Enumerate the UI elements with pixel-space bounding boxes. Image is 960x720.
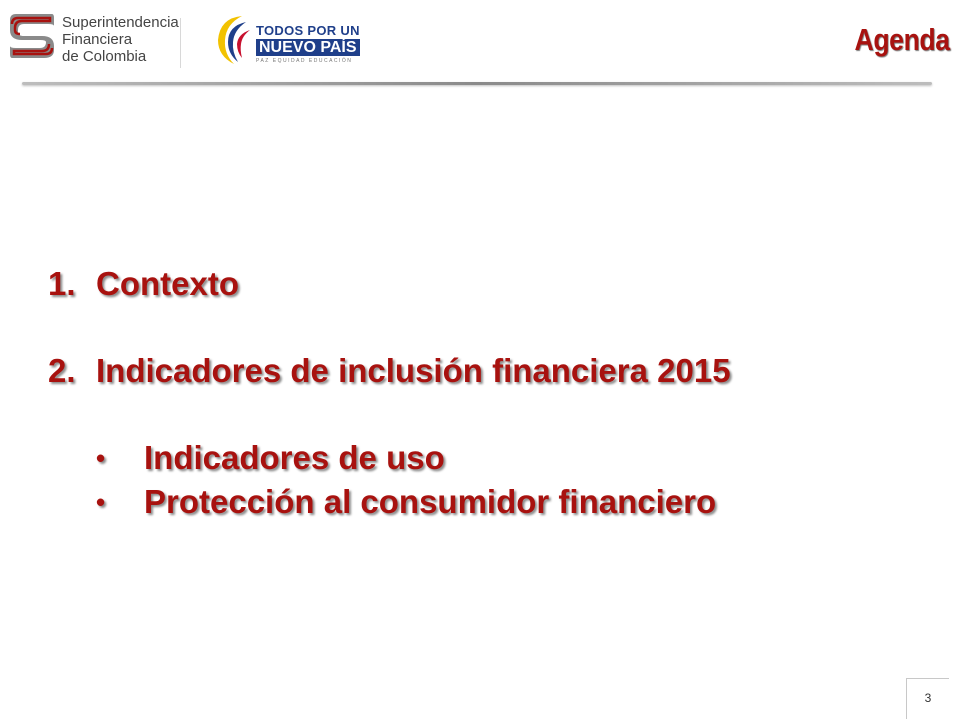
- header-divider: [22, 82, 932, 85]
- agenda-item: [48, 262, 928, 306]
- agenda-sub-list: [48, 436, 928, 524]
- logo-divider: [180, 18, 181, 68]
- nuevo-pais-logo-text: [256, 24, 360, 65]
- logo-line: de Colombia: [62, 48, 147, 65]
- agenda-sub-item: [48, 480, 928, 524]
- agenda-item-label: Indicadores de inclusión financiera 2015: [96, 352, 731, 389]
- agenda-sub-item-label: Protección al consumidor financiero: [144, 483, 717, 520]
- agenda-item-number: 2.: [48, 352, 76, 389]
- page-number-box: [906, 678, 949, 719]
- logo-line: NUEVO PAÍS: [256, 39, 360, 56]
- superintendencia-logo-text: [62, 14, 179, 65]
- agenda-sub-item: [48, 436, 928, 480]
- logo-line: TODOS POR UN: [256, 23, 360, 38]
- logo-line: Superintendencia: [62, 14, 179, 31]
- logo-line: Financiera: [62, 31, 133, 48]
- slide-header: [0, 0, 960, 92]
- logo-line: PAZ EQUIDAD EDUCACIÓN: [256, 58, 353, 64]
- bullet-icon: •: [96, 443, 106, 473]
- bullet-icon: •: [96, 487, 106, 517]
- page-number: 3: [924, 691, 932, 705]
- agenda-sub-item-label: Indicadores de uso: [144, 439, 445, 476]
- slide-title: Agenda: [854, 22, 950, 57]
- nuevo-pais-logo-icon: [212, 12, 256, 68]
- superintendencia-logo-icon: [6, 10, 58, 62]
- agenda-item-number: 1.: [48, 265, 76, 302]
- agenda-list: [48, 262, 928, 524]
- agenda-item: [48, 349, 928, 393]
- agenda-item-label: Contexto: [96, 265, 239, 302]
